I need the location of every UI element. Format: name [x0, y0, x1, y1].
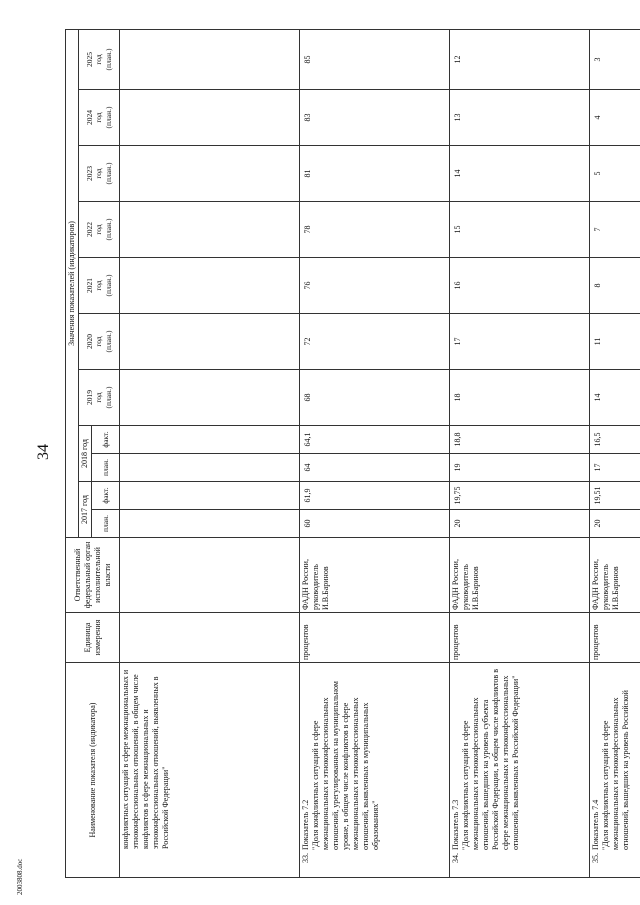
value-2023: 81 [300, 146, 450, 202]
value-2025: 3 [590, 29, 640, 89]
value-2017-fact: 19,51 [590, 482, 640, 510]
value-2020: 11 [590, 314, 640, 370]
header-2024: 2024 год (план.) [79, 90, 120, 146]
continuation-text: конфликтных ситуаций в сфере межнациональных и этноконфессиональных отношений, в общем числе конфликтов в сфере межнациональных и этноконфессиональных отношений, выявленных в Российской Федерации" [121, 669, 170, 849]
value-2021: 76 [300, 258, 450, 314]
value-2018-fact: 16,5 [590, 426, 640, 454]
value-2018-plan: 17 [590, 454, 640, 482]
value-2018-fact: 64,1 [300, 426, 450, 454]
table-row [300, 29, 450, 877]
unit-cell: процентов [590, 613, 640, 663]
indicator-title: Показатель 7.2 [301, 799, 310, 850]
value-2017-plan: 20 [590, 510, 640, 538]
value-2022: 78 [300, 202, 450, 258]
page-number: 34 [35, 444, 52, 460]
header-2017: 2017 год [79, 482, 92, 538]
value-2020: 17 [450, 314, 590, 370]
indicator-text: "Доля конфликтных ситуаций в сфере межнациональных и этноконфессиональных отношений, урегулированных на муниципальном уровне, в общем числе конфликтов в сфере межнациональных и этноконфессиональных отношений, выявленных в муниципальных образованиях" [311, 681, 380, 850]
header-2018: 2018 год [79, 426, 92, 482]
value-2019: 68 [300, 370, 450, 426]
header-unit: Единица измерения [66, 613, 120, 663]
header-2021: 2021 год (план.) [79, 258, 120, 314]
value-2021: 8 [590, 258, 640, 314]
indicator-title: Показатель 7.3 [451, 799, 460, 850]
header-2022: 2022 год (план.) [79, 202, 120, 258]
indicator-text: "Доля конфликтных ситуаций в сфере межнациональных и этноконфессиональных отношений, вышедших на уровень субъекта Российской Федерации, в общем числе конфликтов в сфере межнациональных и этноконфессиональных отношений, выявленных в Российской Федерации" [461, 669, 520, 850]
indicator-text: "Доля конфликтных ситуаций в сфере межнациональных и этноконфессиональных отношений, вышедших на уровень Российской [601, 690, 630, 850]
value-2022: 7 [590, 202, 640, 258]
table-row [450, 29, 590, 877]
responsible-cell: ФАДН России, руководитель И.В.Баринов [300, 538, 450, 613]
responsible-cell: ФАДН России, руководитель И.В.Баринов [450, 538, 590, 613]
value-2017-fact: 19,75 [450, 482, 590, 510]
indicator-cell [590, 663, 640, 878]
value-2021: 16 [450, 258, 590, 314]
header-2017-fact: факт. [92, 482, 120, 510]
value-2020: 72 [300, 314, 450, 370]
indicator-table-rotated [65, 30, 640, 878]
value-2025: 85 [300, 29, 450, 89]
value-2023: 5 [590, 146, 640, 202]
value-2017-plan: 20 [450, 510, 590, 538]
value-2024: 83 [300, 90, 450, 146]
indicator-title: Показатель 7.4 [591, 799, 600, 850]
value-2019: 18 [450, 370, 590, 426]
header-2018-fact: факт. [92, 426, 120, 454]
indicator-cell [450, 663, 590, 878]
value-2024: 4 [590, 90, 640, 146]
footer-filename: 2003808.doc [16, 858, 24, 895]
header-2017-plan: план. [92, 510, 120, 538]
value-2018-plan: 64 [300, 454, 450, 482]
header-2025: 2025 год (план.) [79, 29, 120, 89]
row-index: 33. [301, 853, 310, 863]
unit-cell: процентов [450, 613, 590, 663]
header-values-group: Значения показателей (индикаторов) [66, 29, 79, 537]
value-2017-plan: 60 [300, 510, 450, 538]
value-2017-fact: 61,9 [300, 482, 450, 510]
value-2024: 13 [450, 90, 590, 146]
responsible-cell: ФАДН России, руководитель И.В.Баринов [590, 538, 640, 613]
value-2019: 14 [590, 370, 640, 426]
row-index: 35. [591, 853, 600, 863]
value-2018-fact: 18,8 [450, 426, 590, 454]
header-2023: 2023 год (план.) [79, 146, 120, 202]
continuation-cell [120, 663, 300, 878]
header-2018-plan: план. [92, 454, 120, 482]
table-row [590, 29, 640, 877]
header-2020: 2020 год (план.) [79, 314, 120, 370]
unit-cell: процентов [300, 613, 450, 663]
value-2023: 14 [450, 146, 590, 202]
indicator-table [65, 29, 640, 878]
header-2019: 2019 год (план.) [79, 370, 120, 426]
value-2025: 12 [450, 29, 590, 89]
value-2022: 15 [450, 202, 590, 258]
header-responsible: Ответственный федеральный орган исполнительной власти [66, 538, 120, 613]
header-name: Наименование показателя (индикатора) [66, 663, 120, 878]
value-2018-plan: 19 [450, 454, 590, 482]
indicator-cell [300, 663, 450, 878]
row-index: 34. [451, 853, 460, 863]
